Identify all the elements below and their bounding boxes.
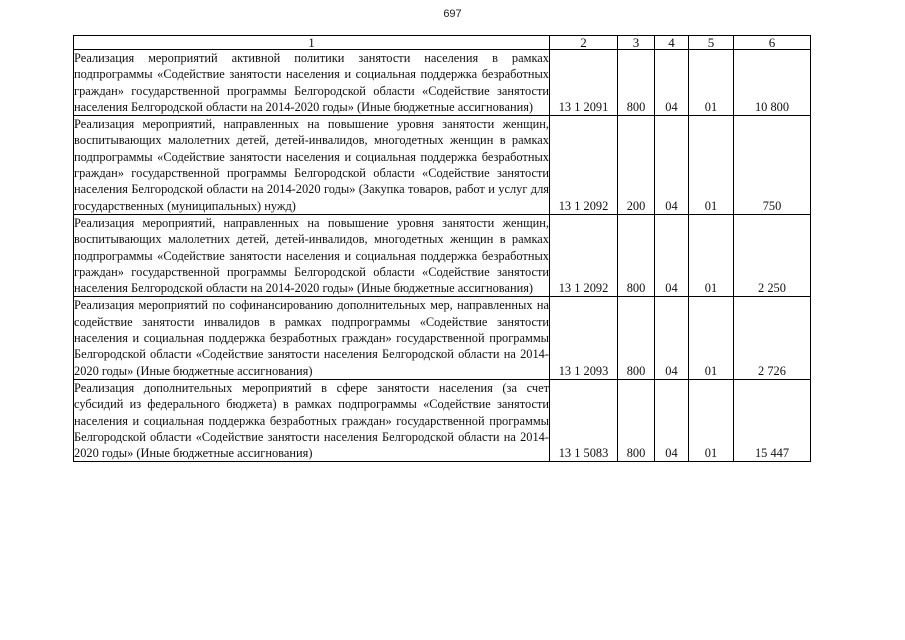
expense-type-cell: 800 [618,379,655,461]
section-cell: 04 [655,297,689,379]
column-header-4: 4 [655,36,689,50]
amount-cell: 2 250 [734,214,811,296]
column-header-1: 1 [74,36,550,50]
subsection-cell: 01 [689,297,734,379]
expense-type-cell: 800 [618,214,655,296]
page-number: 697 [443,8,462,20]
table-row [74,379,811,461]
amount-cell: 15 447 [734,379,811,461]
row-description: Реализация мероприятий по софинансированию дополнительных мер, направленных на содействие занятости инвалидов в рамках подпрограммы «Содействие занятости населения и социальная поддержка безработных граждан» государственной программы Белгородской области «Содействие занятости населения Белгородской области на 2014-2020 годы» (Иные бюджетные ассигнования) [74,298,549,378]
row-description: Реализация дополнительных мероприятий в сфере занятости населения (за счет субсидий из федерального бюджета) в рамках подпрограммы «Содействие занятости населения и социальная поддержка безработных граждан» государственной программы Белгородской области «Содействие занятости населения Белгородской области на 2014-2020 годы» (Иные бюджетные ассигнования) [74,380,549,461]
table-row [74,214,811,296]
target-code-cell: 13 1 2091 [550,50,618,116]
subsection-cell: 01 [689,379,734,461]
row-description: Реализация мероприятий, направленных на повышение уровня занятости женщин, воспитывающих малолетних детей, детей-инвалидов, многодетных женщин в рамках подпрограммы «Содействие занятости населения и социальная поддержка безработных граждан» государственной программы Белгородской области «Содействие занятости населения Белгородской области на 2014-2020 годы» (Иные бюджетные ассигнования) [74,215,549,296]
row-description: Реализация мероприятий активной политики занятости населения в рамках подпрограммы «Содействие занятости населения и социальная поддержка безработных граждан» государственной программы Белгородской области «Содействие занятости населения Белгородской области на 2014-2020 годы» (Иные бюджетные ассигнования) [74,51,549,114]
budget-table [73,35,811,462]
target-code-cell: 13 1 2092 [550,116,618,215]
target-code-cell: 13 1 2092 [550,214,618,296]
column-header-2: 2 [550,36,618,50]
section-cell: 04 [655,116,689,215]
amount-cell: 2 726 [734,297,811,379]
amount-cell: 10 800 [734,50,811,116]
target-code-cell: 13 1 5083 [550,379,618,461]
column-header-6: 6 [734,36,811,50]
table-row [74,297,811,379]
section-cell: 04 [655,379,689,461]
section-cell: 04 [655,50,689,116]
row-description: Реализация мероприятий, направленных на повышение уровня занятости женщин, воспитывающих малолетних детей, детей-инвалидов, многодетных женщин в рамках подпрограммы «Содействие занятости населения и социальная поддержка безработных граждан» государственной программы Белгородской области «Содействие занятости населения Белгородской области на 2014-2020 годы» (Закупка товаров, работ и услуг для государственных (муниципальных) нужд) [74,117,549,213]
subsection-cell: 01 [689,50,734,116]
table-row [74,50,811,116]
subsection-cell: 01 [689,116,734,215]
column-header-3: 3 [618,36,655,50]
target-code-cell: 13 1 2093 [550,297,618,379]
table-row [74,116,811,215]
expense-type-cell: 800 [618,50,655,116]
amount-cell: 750 [734,116,811,215]
column-header-5: 5 [689,36,734,50]
section-cell: 04 [655,214,689,296]
expense-type-cell: 800 [618,297,655,379]
expense-type-cell: 200 [618,116,655,215]
table-header-row [74,36,811,50]
subsection-cell: 01 [689,214,734,296]
